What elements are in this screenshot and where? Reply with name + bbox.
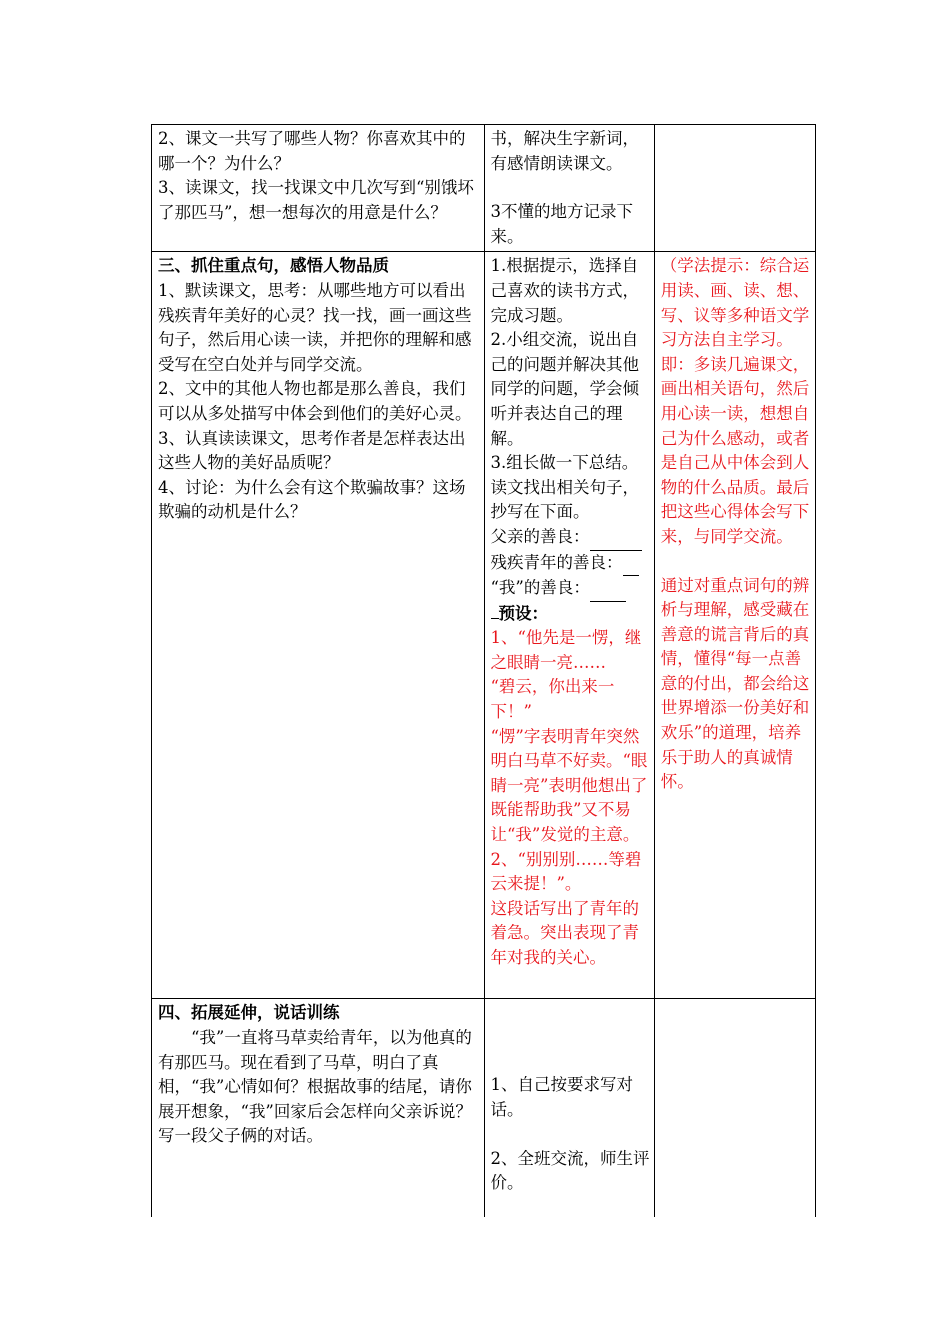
question-2: 2、课文一共写了哪些人物？你喜欢其中的哪一个？为什么？ [158, 129, 466, 173]
student-activity-cell [484, 999, 654, 1217]
student-step: 1.根据提示，选择自己喜欢的读书方式，完成习题。 [490, 256, 639, 325]
fill-me-line [491, 576, 650, 602]
student-step: 2、全班交流，师生评价。 [490, 1148, 650, 1193]
student-step: 3.组长做一下总结。读文找出相关句子，抄写在下面。 [490, 453, 639, 522]
section-heading: 四、拓展延伸，说话训练 [158, 1003, 340, 1023]
section-heading: 三、抓住重点句，感悟人物品质 [158, 256, 389, 276]
fill-youth-line [491, 551, 650, 577]
question-3: 3、读课文，找一找课文中几次写到“别饿坏了那匹马”，想一想每次的用意是什么？ [158, 178, 474, 222]
teacher-activity-cell [152, 252, 485, 999]
student-activity-cell [484, 125, 654, 252]
design-intent-cell [654, 125, 815, 252]
fill-blank [491, 618, 499, 619]
preset-label: 预设： [498, 603, 548, 623]
fill-label: 残疾青年的善良： [490, 552, 623, 572]
design-intent-cell [654, 252, 815, 999]
teacher-activity-cell [152, 125, 485, 252]
preset-line [491, 602, 650, 627]
preset-item: 2、“别别别……等碧云来提！”。 [490, 849, 642, 894]
question-3: 3、认真读读课文，思考作者是怎样表达出这些人物的美好品质呢？ [158, 428, 466, 473]
table-row [152, 252, 816, 999]
fill-blank [623, 551, 639, 577]
student-step: 2.小组交流，说出自己的问题并解决其他同学的问题，学会倾听并表达自己的理解。 [490, 330, 639, 448]
student-step: 3不懂的地方记录下来。 [490, 202, 633, 246]
method-tip: （学法提示：综合运用读、画、读、想、写、议等多种语文学习方法自主学习。即：多读几遍课文，画出相关语句，然后用心读一读，想想自己为什么感动，或者是自己从中体会到人物的什么品质。最后把这些心得体会写下来，与同学交流。 [660, 256, 810, 546]
fill-label: 父亲的善良： [490, 526, 590, 546]
fill-father-line [491, 525, 650, 551]
fill-label: “我”的善良： [490, 578, 590, 598]
preset-item: “愣”字表明青年突然明白马草不好卖。“眼睛一亮”表明他想出了既能帮助我”又不易让“我”发觉的主意。 [490, 726, 648, 845]
question-4: 4、讨论：为什么会有这个欺骗故事？这场欺骗的动机是什么？ [158, 477, 466, 522]
student-step: 1、自己按要求写对话。 [490, 1075, 633, 1119]
table-row [152, 999, 816, 1217]
table-row [152, 125, 816, 252]
preset-item: “碧云，你出来一下！” [490, 677, 615, 722]
student-activity-cell [484, 252, 654, 999]
lesson-plan-table [151, 124, 816, 1217]
question-1: 1、默读课文，思考：从哪些地方可以看出残疾青年美好的心灵？找一找，画一画这些句子，然后用心读一读，并把你的理解和感受写在空白处并与同学交流。 [158, 280, 472, 374]
design-intent-cell [654, 999, 815, 1217]
student-step: 书，解决生字新词，有感情朗读课文。 [490, 129, 639, 173]
speaking-task: “我”一直将马草卖给青年，以为他真的有那匹马。现在看到了马草，明白了真相，“我”心情如何？根据故事的结尾，请你展开想象，“我”回家后会怎样向父亲诉说？写一段父子俩的对话。 [158, 1027, 472, 1146]
fill-blank [590, 576, 626, 602]
preset-item: 这段话写出了青年的着急。突出表现了青年对我的关心。 [490, 898, 639, 967]
fill-blank [590, 525, 642, 551]
question-2: 2、文中的其他人物也都是那么善良，我们可以从多处描写中体会到他们的美好心灵。 [158, 379, 472, 423]
teacher-activity-cell [152, 999, 485, 1217]
preset-item: 1、“他先是一愣，继之眼睛一亮…… [490, 628, 642, 672]
design-intent: 通过对重点词句的辨析与理解，感受藏在善意的谎言背后的真情，懂得“每一点善意的付出，都会给这世界增添一份美好和欢乐”的道理，培养乐于助人的真诚情怀。 [660, 575, 810, 792]
